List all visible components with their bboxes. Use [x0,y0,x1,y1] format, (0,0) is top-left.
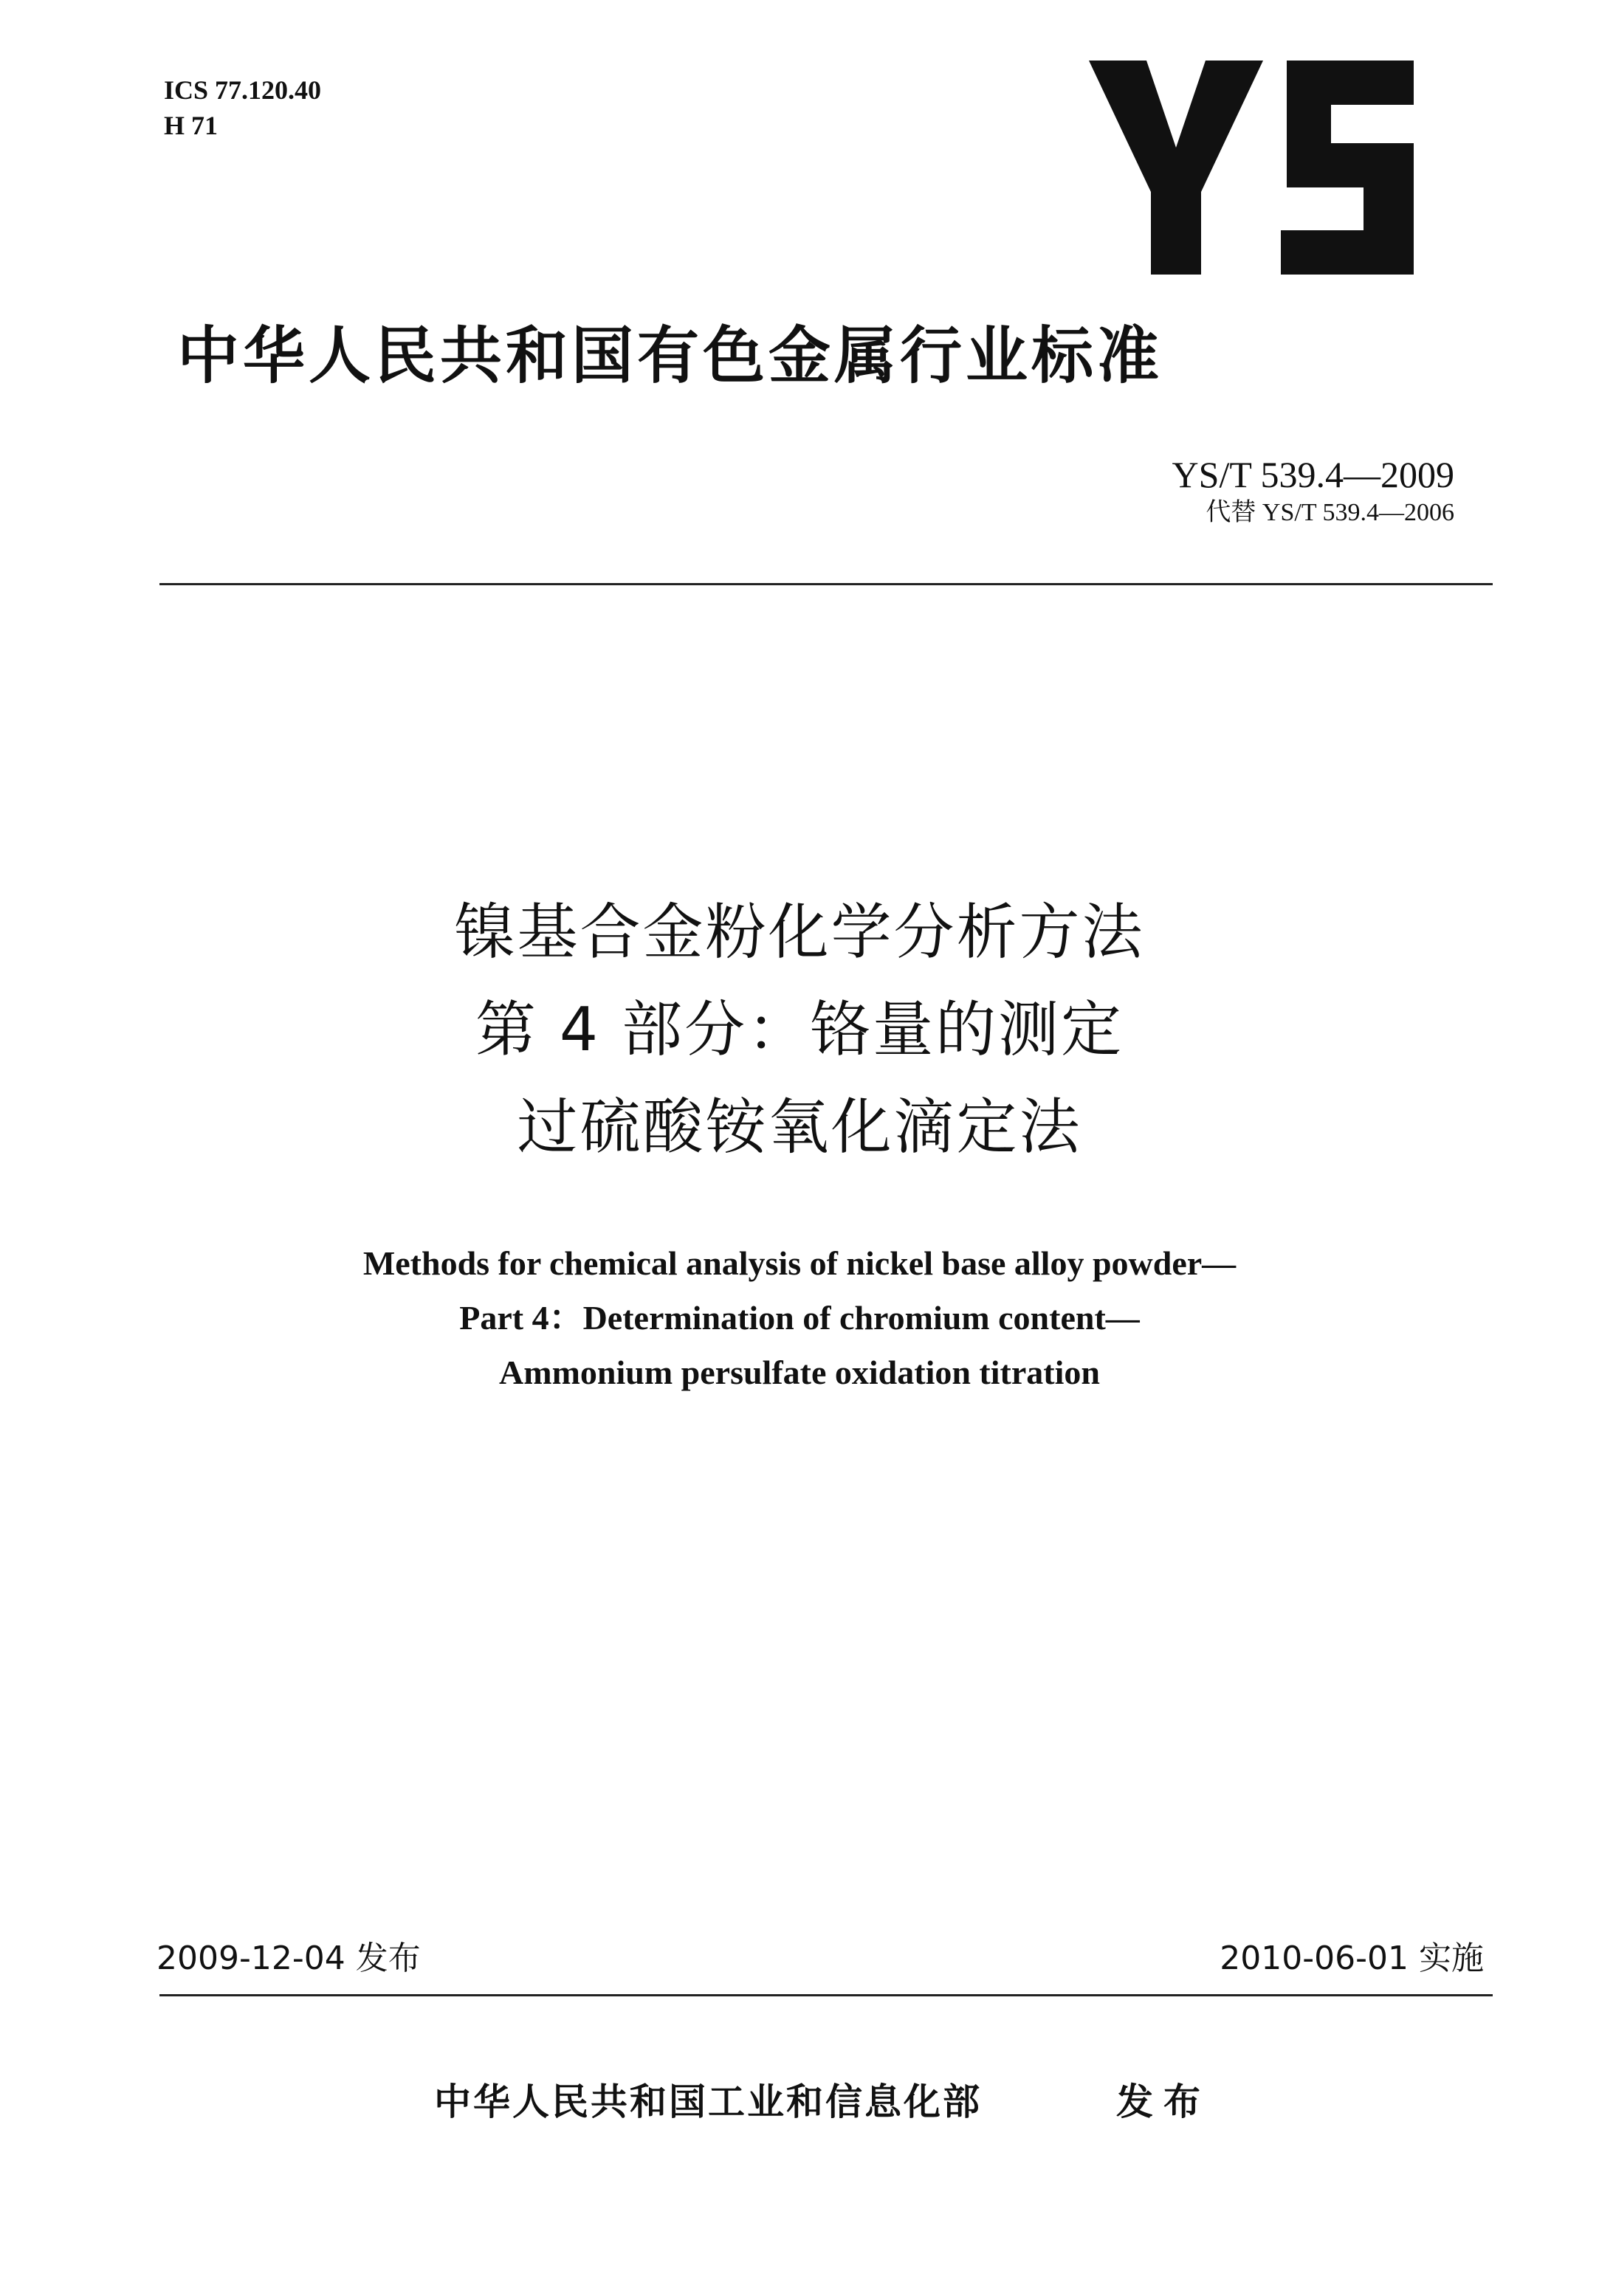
standard-number: YS/T 539.4—2009 [1172,454,1454,495]
chinese-title-line-1: 镍基合金粉化学分析方法 [454,897,1145,968]
classification-codes [164,72,321,143]
chinese-title-line-3: 过硫酸铵氧化滴定法 [517,1092,1082,1162]
ics-code: ICS 77.120.40 [164,75,322,105]
chinese-title-line-2: 第 4 部分：铬量的测定 [475,995,1124,1065]
standard-number-block [1172,452,1454,528]
footer-divider [159,1994,1493,1996]
header-divider [159,583,1493,585]
effective-date: 2010-06-01 实施 [1220,1940,1484,1977]
issued-label: 发布 [1116,2080,1211,2123]
issue-date: 2009-12-04 发布 [157,1940,421,1977]
organization-title: 中华人民共和国有色金属行业标准 [177,320,1163,392]
english-title-line-3: Ammonium persulfate oxidation titration [499,1354,1100,1391]
chinese-title [0,884,1599,1176]
ccs-code: H 71 [164,111,219,140]
english-title-line-2: Part 4：Determination of chromium content— [459,1299,1140,1337]
ys-logo [1089,61,1414,275]
issuing-authority: 中华人民共和国工业和信息化部 [434,2080,982,2123]
english-title [0,1236,1599,1400]
replaced-standard: 代替 YS/T 539.4—2006 [1206,499,1454,526]
english-title-line-1: Methods for chemical analysis of nickel base alloy powder— [362,1244,1237,1282]
